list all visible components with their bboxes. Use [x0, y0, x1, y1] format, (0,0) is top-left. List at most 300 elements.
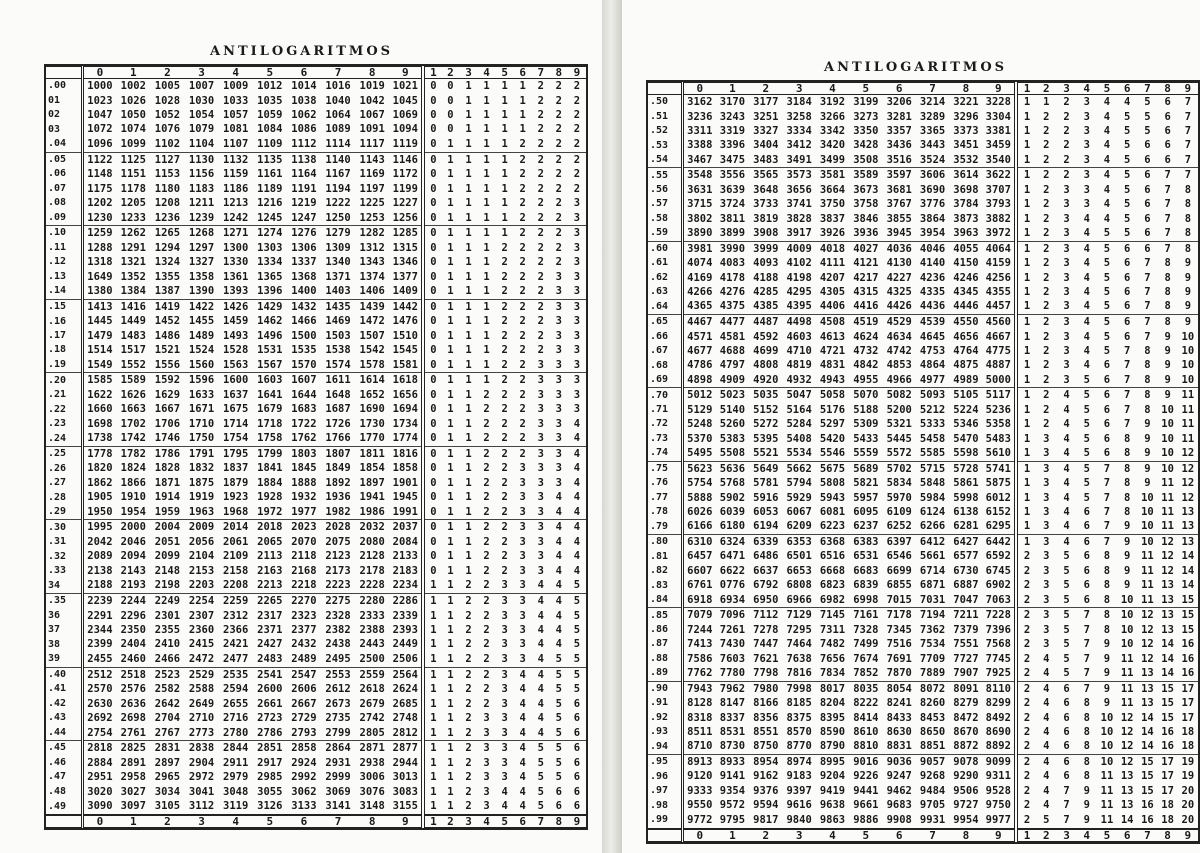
- value-cell: 9268: [919, 770, 946, 783]
- value-cell: 2404: [120, 638, 146, 651]
- table-row: [648, 578, 1198, 592]
- value-cell: 9290: [953, 770, 979, 783]
- proportional-cell: 3: [1063, 198, 1070, 211]
- proportional-cell: 1: [430, 683, 437, 696]
- value-cell: 0776: [719, 579, 746, 592]
- column-header: 4: [816, 83, 849, 95]
- value-cell: 1205: [120, 197, 146, 210]
- proportional-cell: 3: [1083, 169, 1090, 182]
- value-cell: 2339: [389, 609, 423, 623]
- value-cell: 1151: [120, 168, 146, 181]
- proportional-cell: 14: [1141, 711, 1154, 724]
- row-label: .13: [46, 270, 82, 284]
- row-label: .08: [46, 196, 82, 210]
- proportional-cell: 4: [1077, 299, 1097, 314]
- value-cell: 7943: [687, 682, 713, 695]
- value-cell: 2924: [291, 756, 317, 769]
- proportional-cell: 1: [501, 168, 508, 181]
- proportional-cell: 2: [519, 182, 526, 195]
- value-cell: 1309: [325, 241, 351, 254]
- value-cell: 2985: [257, 771, 283, 784]
- value-cell: 3459: [983, 138, 1016, 152]
- value-cell: 5047: [786, 389, 812, 402]
- table-row: [648, 110, 1198, 124]
- right-page: [622, 0, 1200, 853]
- row-label: .75: [648, 461, 682, 476]
- value-cell: 3622: [983, 168, 1016, 183]
- value-cell: 6730: [953, 564, 979, 577]
- value-cell: 9419: [819, 784, 846, 797]
- proportional-cell: 1: [496, 211, 514, 226]
- proportional-cell: 6: [1124, 271, 1131, 284]
- proportional-cell: 12: [1120, 755, 1134, 768]
- proportional-cell: 1: [1023, 418, 1031, 431]
- value-cell: 5957: [853, 491, 879, 504]
- value-cell: 1330: [223, 256, 249, 269]
- proportional-cell: 10: [1161, 432, 1174, 445]
- proportional-cell: 1: [501, 197, 508, 210]
- value-cell: 2884: [87, 756, 113, 769]
- value-cell: 7244: [687, 623, 713, 636]
- value-cell: 3381: [983, 124, 1016, 138]
- value-cell: 2046: [120, 535, 146, 548]
- proportional-cell: 5: [1043, 814, 1050, 827]
- proportional-cell: 6: [1164, 139, 1171, 152]
- proportional-cell: 2: [519, 447, 526, 460]
- value-cell: 1245: [253, 211, 287, 226]
- proportional-cell: 3: [555, 462, 562, 475]
- proportional-cell: 1: [447, 329, 454, 342]
- proportional-cell: 1: [1016, 519, 1036, 534]
- row-label: .00: [46, 79, 82, 94]
- proportional-cell: 11: [1137, 593, 1157, 608]
- proportional-cell: 18: [1181, 725, 1195, 738]
- proportional-cell: 15: [1161, 682, 1174, 695]
- row-label: .09: [46, 211, 82, 226]
- proportional-header: 6: [514, 67, 532, 79]
- value-cell: 1884: [257, 476, 283, 489]
- table-row: [46, 123, 586, 137]
- proportional-cell: 12: [1181, 462, 1195, 475]
- proportional-header: 7: [1137, 829, 1157, 842]
- proportional-cell: 1: [465, 462, 472, 475]
- table-row: [648, 153, 1198, 168]
- value-cell: 1227: [389, 196, 423, 210]
- proportional-cell: 2: [532, 211, 550, 226]
- value-cell: 3639: [719, 183, 746, 196]
- proportional-cell: 1: [465, 447, 472, 460]
- proportional-cell: 1: [465, 300, 472, 313]
- proportional-header: 2: [1036, 83, 1056, 95]
- value-cell: 1786: [154, 447, 181, 460]
- value-cell: 1143: [359, 153, 385, 166]
- proportional-cell: 2: [501, 344, 508, 357]
- row-label: .62: [648, 271, 682, 285]
- value-cell: 4457: [983, 299, 1016, 314]
- proportional-header: 7: [532, 815, 550, 828]
- proportional-cell: 4: [519, 683, 526, 696]
- value-cell: 4009: [786, 242, 812, 255]
- proportional-cell: 4: [501, 785, 508, 798]
- proportional-cell: 5: [555, 697, 562, 710]
- value-cell: 2630: [87, 697, 113, 710]
- value-cell: 9376: [753, 784, 779, 797]
- proportional-cell: 1: [501, 80, 508, 93]
- proportional-cell: 4: [532, 725, 550, 740]
- proportional-cell: 5: [1077, 446, 1097, 461]
- proportional-cell: 2: [1036, 226, 1056, 241]
- proportional-cell: 2: [519, 227, 526, 240]
- proportional-cell: 6: [1144, 139, 1151, 152]
- value-cell: 1690: [359, 403, 385, 416]
- proportional-cell: 3: [537, 564, 544, 577]
- value-cell: 7816: [782, 666, 815, 681]
- column-header: 4: [219, 67, 253, 79]
- proportional-cell: 1: [447, 697, 454, 710]
- proportional-cell: 15: [1181, 609, 1195, 622]
- proportional-header: 6: [1117, 83, 1137, 95]
- proportional-cell: 1: [1023, 257, 1031, 270]
- value-cell: 1119: [389, 137, 423, 152]
- proportional-cell: 4: [537, 623, 544, 636]
- value-cell: 2037: [389, 520, 423, 535]
- value-cell: 8091: [953, 682, 979, 695]
- proportional-cell: 2: [1023, 550, 1031, 563]
- table-row: [648, 241, 1198, 256]
- table-row: [648, 608, 1198, 623]
- proportional-cell: 2: [537, 227, 544, 240]
- value-cell: 1262: [120, 227, 146, 240]
- row-label: .20: [46, 373, 82, 388]
- proportional-cell: 3: [1043, 491, 1050, 504]
- proportional-cell: 0: [430, 374, 437, 387]
- value-cell: 2051: [154, 535, 181, 548]
- value-cell: 8318: [687, 711, 713, 724]
- table-row: [648, 564, 1198, 578]
- proportional-cell: 2: [514, 211, 532, 226]
- value-cell: 1026: [120, 94, 146, 107]
- value-cell: 1919: [188, 491, 215, 504]
- proportional-cell: 3: [1056, 373, 1076, 388]
- value-cell: 4786: [687, 359, 713, 372]
- proportional-cell: 1: [430, 711, 437, 724]
- value-cell: 5035: [753, 389, 779, 402]
- value-cell: 1483: [120, 329, 146, 342]
- table-row: [46, 343, 586, 357]
- proportional-cell: 4: [573, 417, 581, 430]
- value-cell: 1795: [223, 447, 249, 460]
- value-cell: 7261: [719, 623, 746, 636]
- value-cell: 3357: [886, 124, 912, 137]
- value-cell: 6237: [849, 519, 882, 534]
- proportional-cell: 8: [1083, 711, 1090, 724]
- proportional-cell: 4: [519, 742, 526, 755]
- value-cell: 2477: [219, 652, 253, 667]
- proportional-header: 5: [1097, 829, 1117, 842]
- proportional-cell: 10: [1161, 418, 1174, 431]
- value-cell: 2541: [257, 668, 283, 681]
- table-row: [46, 725, 586, 740]
- table-row: [648, 299, 1198, 314]
- table-row: [648, 358, 1198, 372]
- value-cell: 4529: [886, 316, 912, 329]
- value-cell: 1671: [188, 403, 215, 416]
- value-cell: 2636: [120, 697, 146, 710]
- proportional-cell: 1: [430, 742, 437, 755]
- value-cell: 4093: [753, 257, 779, 270]
- proportional-cell: 10: [1120, 623, 1134, 636]
- proportional-cell: 3: [483, 800, 490, 813]
- value-cell: 1164: [291, 168, 317, 181]
- proportional-header: 8: [1158, 829, 1178, 842]
- value-cell: 3516: [883, 153, 916, 168]
- proportional-cell: 1: [519, 94, 526, 107]
- value-cell: 9572: [719, 799, 746, 812]
- value-cell: 1910: [120, 491, 146, 504]
- proportional-cell: 1: [519, 109, 526, 122]
- proportional-cell: 4: [1103, 139, 1111, 152]
- proportional-cell: 2: [1043, 330, 1050, 343]
- value-cell: 5661: [919, 550, 946, 563]
- table-row: [648, 550, 1198, 564]
- value-cell: 4864: [919, 359, 946, 372]
- value-cell: 3221: [953, 96, 979, 109]
- proportional-cell: 0: [447, 123, 454, 136]
- row-label: .57: [648, 197, 682, 211]
- value-cell: 6761: [687, 579, 713, 592]
- proportional-cell: 2: [1043, 418, 1050, 431]
- proportional-cell: 2: [1043, 110, 1050, 123]
- proportional-cell: 1: [1016, 373, 1036, 388]
- proportional-cell: 4: [573, 521, 581, 534]
- row-label: .79: [648, 519, 682, 534]
- proportional-cell: 1: [465, 94, 472, 107]
- proportional-cell: 3: [573, 227, 581, 240]
- proportional-cell: 3: [537, 447, 544, 460]
- proportional-cell: 3: [501, 638, 508, 651]
- proportional-cell: 7: [1184, 139, 1192, 152]
- value-cell: 6138: [953, 505, 979, 518]
- value-cell: 9931: [919, 814, 946, 827]
- value-cell: 4797: [719, 359, 746, 372]
- proportional-cell: 0: [430, 403, 437, 416]
- table-row: [648, 344, 1198, 358]
- proportional-cell: 3: [483, 711, 490, 724]
- proportional-cell: 1: [460, 137, 478, 152]
- table-row: [46, 108, 586, 122]
- value-cell: 4943: [816, 373, 849, 388]
- proportional-cell: 8: [1103, 564, 1111, 577]
- value-cell: 1138: [291, 153, 317, 166]
- value-cell: 2460: [116, 652, 150, 667]
- value-cell: 1327: [188, 256, 215, 269]
- proportional-cell: 3: [573, 388, 581, 401]
- proportional-cell: 7: [1124, 403, 1131, 416]
- proportional-cell: 14: [1161, 652, 1174, 665]
- value-cell: 2559: [359, 668, 385, 681]
- proportional-cell: 4: [1103, 169, 1111, 182]
- proportional-cell: 7: [1063, 814, 1070, 827]
- row-label: .27: [46, 476, 82, 490]
- value-cell: 5689: [853, 462, 879, 475]
- proportional-cell: 2: [537, 80, 544, 93]
- value-cell: 1905: [87, 491, 113, 504]
- value-cell: 3855: [886, 212, 912, 225]
- value-cell: 3214: [919, 96, 946, 109]
- proportional-cell: 5: [573, 668, 581, 681]
- proportional-cell: 2: [1023, 711, 1031, 724]
- proportional-cell: 3: [568, 211, 586, 226]
- table-row: [46, 388, 586, 402]
- value-cell: 2911: [223, 756, 249, 769]
- proportional-cell: 2: [501, 315, 508, 328]
- value-cell: 3707: [983, 183, 1016, 197]
- proportional-cell: 1: [447, 256, 454, 269]
- value-cell: 1722: [291, 417, 317, 430]
- table-row: [648, 330, 1198, 344]
- value-cell: 6934: [716, 593, 749, 608]
- value-cell: 1706: [154, 417, 181, 430]
- proportional-cell: 1: [483, 270, 490, 283]
- proportional-cell: 2: [1016, 666, 1036, 681]
- proportional-cell: 1: [460, 211, 478, 226]
- value-cell: 2382: [325, 623, 351, 636]
- table-row: [46, 402, 586, 416]
- proportional-cell: 3: [573, 197, 581, 210]
- value-cell: 1524: [188, 344, 215, 357]
- value-cell: 1820: [87, 462, 113, 475]
- value-cell: 7228: [983, 608, 1016, 623]
- value-cell: 6324: [719, 536, 746, 548]
- value-cell: 3491: [782, 153, 815, 168]
- proportional-cell: 13: [1181, 536, 1195, 548]
- proportional-cell: 2: [465, 683, 472, 696]
- proportional-cell: 4: [532, 652, 550, 667]
- row-label: .59: [648, 226, 682, 241]
- proportional-cell: 3: [550, 358, 568, 373]
- value-cell: 1811: [359, 447, 385, 460]
- value-cell: 3926: [816, 226, 849, 241]
- value-cell: 6412: [919, 536, 946, 548]
- value-cell: 3784: [953, 198, 979, 211]
- value-cell: 8892: [983, 739, 1016, 754]
- proportional-header: 2: [441, 815, 459, 828]
- value-cell: 2489: [287, 652, 321, 667]
- proportional-cell: 3: [532, 505, 550, 520]
- value-cell: 3733: [753, 198, 779, 211]
- proportional-cell: 16: [1181, 638, 1195, 651]
- proportional-cell: 3: [1043, 564, 1050, 577]
- proportional-cell: 1: [519, 80, 526, 93]
- proportional-cell: 1: [1023, 124, 1031, 137]
- value-cell: 8204: [819, 697, 846, 710]
- row-label: .73: [648, 432, 682, 446]
- value-cell: 1762: [287, 431, 321, 446]
- table-row: [46, 196, 586, 210]
- value-cell: 3119: [223, 800, 249, 813]
- value-cell: 6310: [687, 536, 713, 548]
- proportional-cell: 5: [1103, 316, 1111, 329]
- value-cell: 6653: [786, 564, 812, 577]
- proportional-cell: 3: [1083, 139, 1090, 152]
- proportional-cell: 12: [1181, 477, 1195, 490]
- value-cell: 3289: [919, 110, 946, 123]
- value-cell: 2958: [120, 771, 146, 784]
- proportional-cell: 2: [1023, 609, 1031, 622]
- proportional-cell: 1: [447, 550, 454, 563]
- proportional-cell: 3: [501, 668, 508, 681]
- value-cell: 1089: [325, 123, 351, 136]
- proportional-cell: 2: [1043, 403, 1050, 416]
- proportional-cell: 2: [1043, 183, 1050, 196]
- value-cell: 5623: [687, 462, 713, 475]
- proportional-cell: 5: [1124, 183, 1131, 196]
- value-cell: 6808: [786, 579, 812, 592]
- proportional-cell: 1: [483, 168, 490, 181]
- proportional-cell: 2: [478, 652, 496, 667]
- proportional-cell: 2: [519, 153, 526, 166]
- proportional-cell: 2: [501, 374, 508, 387]
- proportional-cell: 12: [1117, 739, 1137, 754]
- column-header: 0: [82, 67, 116, 79]
- value-cell: 1528: [223, 344, 249, 357]
- value-cell: 8710: [682, 739, 715, 754]
- proportional-cell: 7: [1083, 638, 1090, 651]
- proportional-cell: 1: [501, 227, 508, 240]
- value-cell: 3090: [87, 800, 113, 813]
- value-cell: 1560: [185, 358, 219, 373]
- value-cell: 8035: [853, 682, 879, 695]
- table-row: [648, 314, 1198, 329]
- proportional-cell: 4: [1077, 226, 1097, 241]
- proportional-cell: 9: [1103, 652, 1111, 665]
- proportional-cell: 1: [465, 550, 472, 563]
- corner-cell: [648, 829, 682, 842]
- proportional-cell: 7: [1144, 330, 1151, 343]
- row-label: .33: [46, 564, 82, 578]
- value-cell: 4920: [749, 373, 782, 388]
- proportional-cell: 17: [1181, 711, 1195, 724]
- value-cell: 4624: [853, 330, 879, 343]
- proportional-cell: 2: [1023, 755, 1031, 768]
- value-cell: 4159: [983, 256, 1016, 270]
- proportional-cell: 2: [483, 417, 490, 430]
- proportional-cell: 11: [1161, 491, 1174, 504]
- value-cell: 2858: [291, 742, 317, 755]
- value-cell: 2553: [325, 668, 351, 681]
- table-row: [648, 417, 1198, 431]
- value-cell: 1449: [120, 315, 146, 328]
- value-cell: 4385: [749, 299, 782, 314]
- proportional-cell: 4: [537, 711, 544, 724]
- value-cell: 6266: [916, 519, 949, 534]
- row-label: .32: [46, 549, 82, 563]
- value-cell: 7603: [719, 652, 746, 665]
- proportional-cell: 3: [1043, 477, 1050, 490]
- value-cell: 9705: [919, 799, 946, 812]
- value-cell: 6592: [983, 550, 1016, 564]
- value-cell: 1294: [154, 241, 181, 254]
- value-cell: 1641: [257, 388, 283, 401]
- proportional-cell: 5: [1124, 212, 1131, 225]
- value-cell: 9141: [719, 770, 746, 783]
- proportional-cell: 3: [573, 403, 581, 416]
- proportional-cell: 10: [1161, 403, 1174, 416]
- proportional-cell: 6: [1083, 536, 1090, 548]
- proportional-cell: 0: [423, 211, 441, 226]
- value-cell: 7852: [849, 666, 882, 681]
- proportional-cell: 5: [1103, 242, 1111, 255]
